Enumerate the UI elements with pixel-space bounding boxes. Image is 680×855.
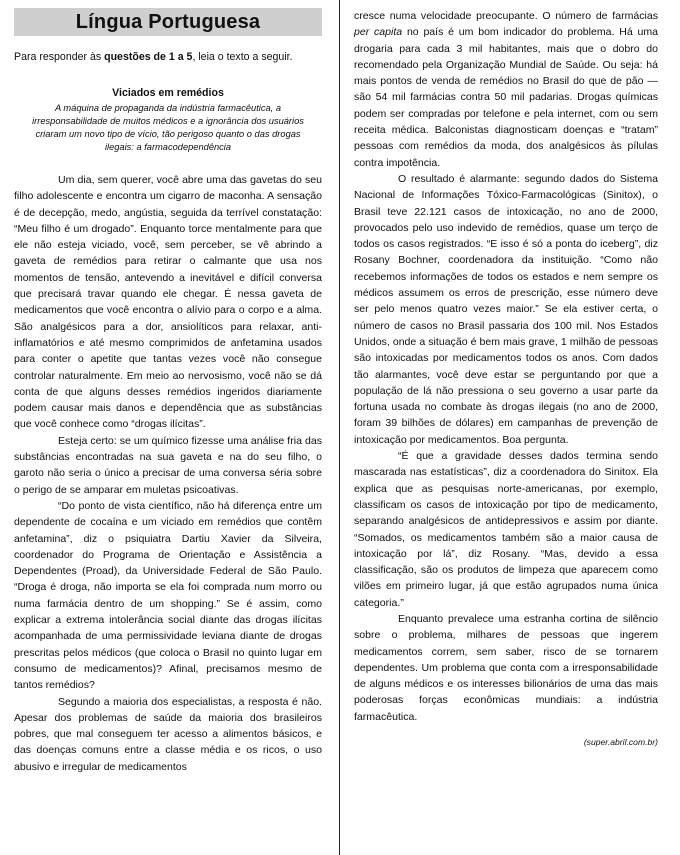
left-column	[14, 8, 322, 775]
right-column	[354, 8, 658, 747]
paragraph: O resultado é alarmante: segundo dados do Sistema Nacional de Informações Tóxico-Farmacológicas (Sinitox), o Brasil teve 22.121 casos de intoxicação, no ano de 2000, provocados pelo uso indevido de remédios, quase um terço de todos os casos registrados. “E isso é só a ponta do iceberg”, diz Rosany Bochner, coordenadora da instituição. “Como não recebemos informações de todos os estados e nem sempre os médicos assumem os erros de prescrição, esse número deve ser pelo menos quatro vezes maior.” Se ela estiver certa, o número de casos no Brasil passaria dos 100 mil. Nos Estados Unidos, onde a situação é bem mais grave, 1 milhão de pessoas são intoxicadas por medicamentos todos os anos. Com dados tão alarmantes, você deve estar se perguntando por que a população de lá não pressiona o seu governo a usar parte da fortuna usada no combate às drogas ilegais (no ano de 2000, foram 39 bilhões de dólares) em campanhas de prevenção de intoxicação por medicamentos. Boa pergunta.	[354, 172, 658, 446]
article-body-right	[354, 8, 658, 725]
paragraph: Segundo a maioria dos especialistas, a resposta é não. Apesar dos problemas de saúde da maioria dos brasileiros pobres, que mal conseguem ter acesso a alimentos básicos, e das doenças comuns entre a classe média e os ricos, o uso abusivo e irregular de medicamentos	[14, 695, 322, 773]
article-body-left	[14, 172, 322, 775]
instruction-text: Para responder às questões de 1 a 5, leia o texto a seguir.	[14, 51, 293, 63]
column-divider	[339, 0, 340, 855]
paragraph: “É que a gravidade desses dados termina sendo mascarada nas estatísticas”, diz a coordenadora do Sinitox. Ela explica que as pesquisas norte-americanas, por exemplo, classificam os casos de intoxicação por tipo de medicamento, separando analgésicos de antidepressivos e assim por diante. “Somados, os medicamentos também são a maior causa de intoxicação por lá”, diz Rosany. “Mas, devido a essa classificação, são os produtos de limpeza que aparecem como vilões em primeiro lugar, já que estão agrupados numa única categoria.”	[354, 450, 658, 609]
source-citation: (super.abril.com.br)	[583, 737, 658, 748]
paragraph-continuation: cresce numa velocidade preocupante. O número de farmácias per capita no país é um bom indicador do problema. Há uma drogaria para cada 3 mil habitantes, mais que o dobro do recomendado pela Organização Mundial de Saúde. Ou seja: há mais pontos de venda de remédios no Brasil do que de pão — são 54 mil farmácias contra 50 mil padarias. Drogas químicas podem ser compradas por telefone e pela internet, com ou sem receita médica. Balconistas diagnosticam doenças e “tratam” pessoas com remédios da moda, dos analgésicos às pílulas contra impotência.	[354, 10, 659, 169]
article-subtitle: A máquina de propaganda da indústria farmacêutica, a irresponsabilidade de muitos médicos e a ignorância dos usuários criaram um novo tipo de vício, tão perigoso quanto o das drogas ilegais: a farmacodependência	[32, 103, 304, 152]
paragraph: Enquanto prevalece uma estranha cortina de silêncio sobre o problema, milhares de pessoas que ingerem medicamentos correm, sem saber, risco de se tornarem dependentes. Um problema que conta com a irresponsabilidade de alguns médicos e os interesses bilionários de uma das mais poderosas forças econômicas mundiais: a indústria farmacêutica.	[354, 612, 658, 723]
paragraph: “Do ponto de vista científico, não há diferença entre um dependente de cocaína e um viciado em remédios que contêm anfetamina”, diz o psiquiatra Dartiu Xavier da Silveira, coordenador do Programa de Orientação e Assistência a Dependentes (Proad), da Universidade Federal de São Paulo. “Droga é droga, não importa se ela foi comprada num morro ou numa farmácia dentro de um shopping.” Se é assim, como explicar a extrema intolerância social diante das drogas ilícitas acompanhada de uma permissividade leviana diante de drogas prescritas pelos médicos (que coloca o Brasil no quinto lugar em consumo de medicamentos)? Afinal, precisamos mesmo de tantos remédios?	[14, 499, 322, 692]
subject-title: Língua Portuguesa	[14, 8, 322, 36]
paragraph: Um dia, sem querer, você abre uma das gavetas do seu filho adolescente e encontra um cigarro de maconha. A sensação é de decepção, medo, angústia, seguida da terrível constatação: “Meu filho é um drogado”. Enquanto torce mentalmente para que ele não esteja viciado, você, sem perceber, se vê abrindo a gaveta de remédios para retirar o calmante que usa nos momentos de tensão, antevendo a inevitável e difícil conversa que precisará travar quando ele chegar. É nessa gaveta de medicamentos que você encontra o alívio para o corpo e a alma. São analgésicos para a dor, ansiolíticos para relaxar, anti-inflamatórios e até mesmo comprimidos de anfetamina usados para conter o apetite que tantas vezes você não consegue controlar naturalmente. Em meio ao nervosismo, você não se dá conta de que alguns desses remédios ingeridos diariamente podem causar mais danos e dependência que as substâncias que você conhece como “drogas ilícitas”.	[14, 174, 322, 431]
article-title: Viciados em remédios	[112, 87, 224, 99]
paragraph: Esteja certo: se um químico fizesse uma análise fria das substâncias encontradas na sua gaveta e na do seu filho, o garoto não seria o único a precisar de uma conversa séria sobre o perigo de se amparar em muletas psicoativas.	[14, 434, 322, 496]
